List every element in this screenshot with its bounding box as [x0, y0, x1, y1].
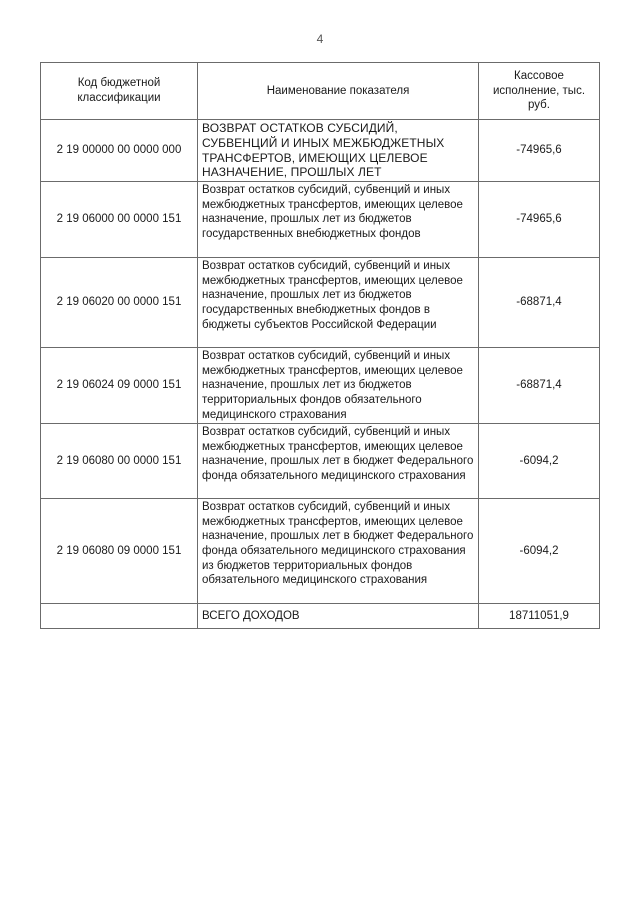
row-name: Возврат остатков субсидий, субвенций и иных межбюджетных трансфертов, имеющих целевое назначение, прошлых лет из бюджетов государственных внебюджетных фондов: [198, 182, 479, 258]
total-value: 18711051,9: [479, 604, 600, 629]
row-code: 2 19 06020 00 0000 151: [41, 258, 198, 348]
table-row: [41, 424, 600, 499]
header-code: Код бюджетной классификации: [41, 63, 198, 120]
table-row: [41, 499, 600, 604]
row-name: Возврат остатков субсидий, субвенций и иных межбюджетных трансфертов, имеющих целевое назначение, прошлых лет из бюджетов территориальных фондов обязательного медицинского страхования: [198, 348, 479, 424]
row-value: -6094,2: [479, 424, 600, 499]
row-name: ВОЗВРАТ ОСТАТКОВ СУБСИДИЙ, СУБВЕНЦИЙ И ИНЫХ МЕЖБЮДЖЕТНЫХ ТРАНСФЕРТОВ, ИМЕЮЩИХ ЦЕЛЕВОЕ НАЗНАЧЕНИЕ, ПРОШЛЫХ ЛЕТ: [198, 120, 479, 182]
row-code: 2 19 06000 00 0000 151: [41, 182, 198, 258]
header-name: Наименование показателя: [198, 63, 479, 120]
row-value: -74965,6: [479, 182, 600, 258]
row-value: -68871,4: [479, 348, 600, 424]
row-value: -68871,4: [479, 258, 600, 348]
header-value: Кассовое исполнение, тыс. руб.: [479, 63, 600, 120]
row-name: Возврат остатков субсидий, субвенций и иных межбюджетных трансфертов, имеющих целевое назначение, прошлых лет в бюджет Федерального фонда обязательного медицинского страхования: [198, 424, 479, 499]
table-row: [41, 120, 600, 182]
table-header-row: [41, 63, 600, 120]
row-code: 2 19 00000 00 0000 000: [41, 120, 198, 182]
total-label: ВСЕГО ДОХОДОВ: [198, 604, 479, 629]
row-value: -74965,6: [479, 120, 600, 182]
page-number: 4: [316, 32, 324, 46]
row-code: 2 19 06080 09 0000 151: [41, 499, 198, 604]
total-row: [41, 604, 600, 629]
table-row: [41, 182, 600, 258]
row-code: 2 19 06024 09 0000 151: [41, 348, 198, 424]
table-row: [41, 258, 600, 348]
total-code: [41, 604, 198, 629]
budget-revenue-table: [40, 62, 600, 629]
table-row: [41, 348, 600, 424]
row-name: Возврат остатков субсидий, субвенций и иных межбюджетных трансфертов, имеющих целевое назначение, прошлых лет в бюджет Федерального фонда обязательного медицинского страхования из бюджетов территориальных фондов обязательного медицинского страхования: [198, 499, 479, 604]
row-value: -6094,2: [479, 499, 600, 604]
row-name: Возврат остатков субсидий, субвенций и иных межбюджетных трансфертов, имеющих целевое назначение, прошлых лет из бюджетов государственных внебюджетных фондов в бюджеты субъектов Российской Федерации: [198, 258, 479, 348]
row-code: 2 19 06080 00 0000 151: [41, 424, 198, 499]
